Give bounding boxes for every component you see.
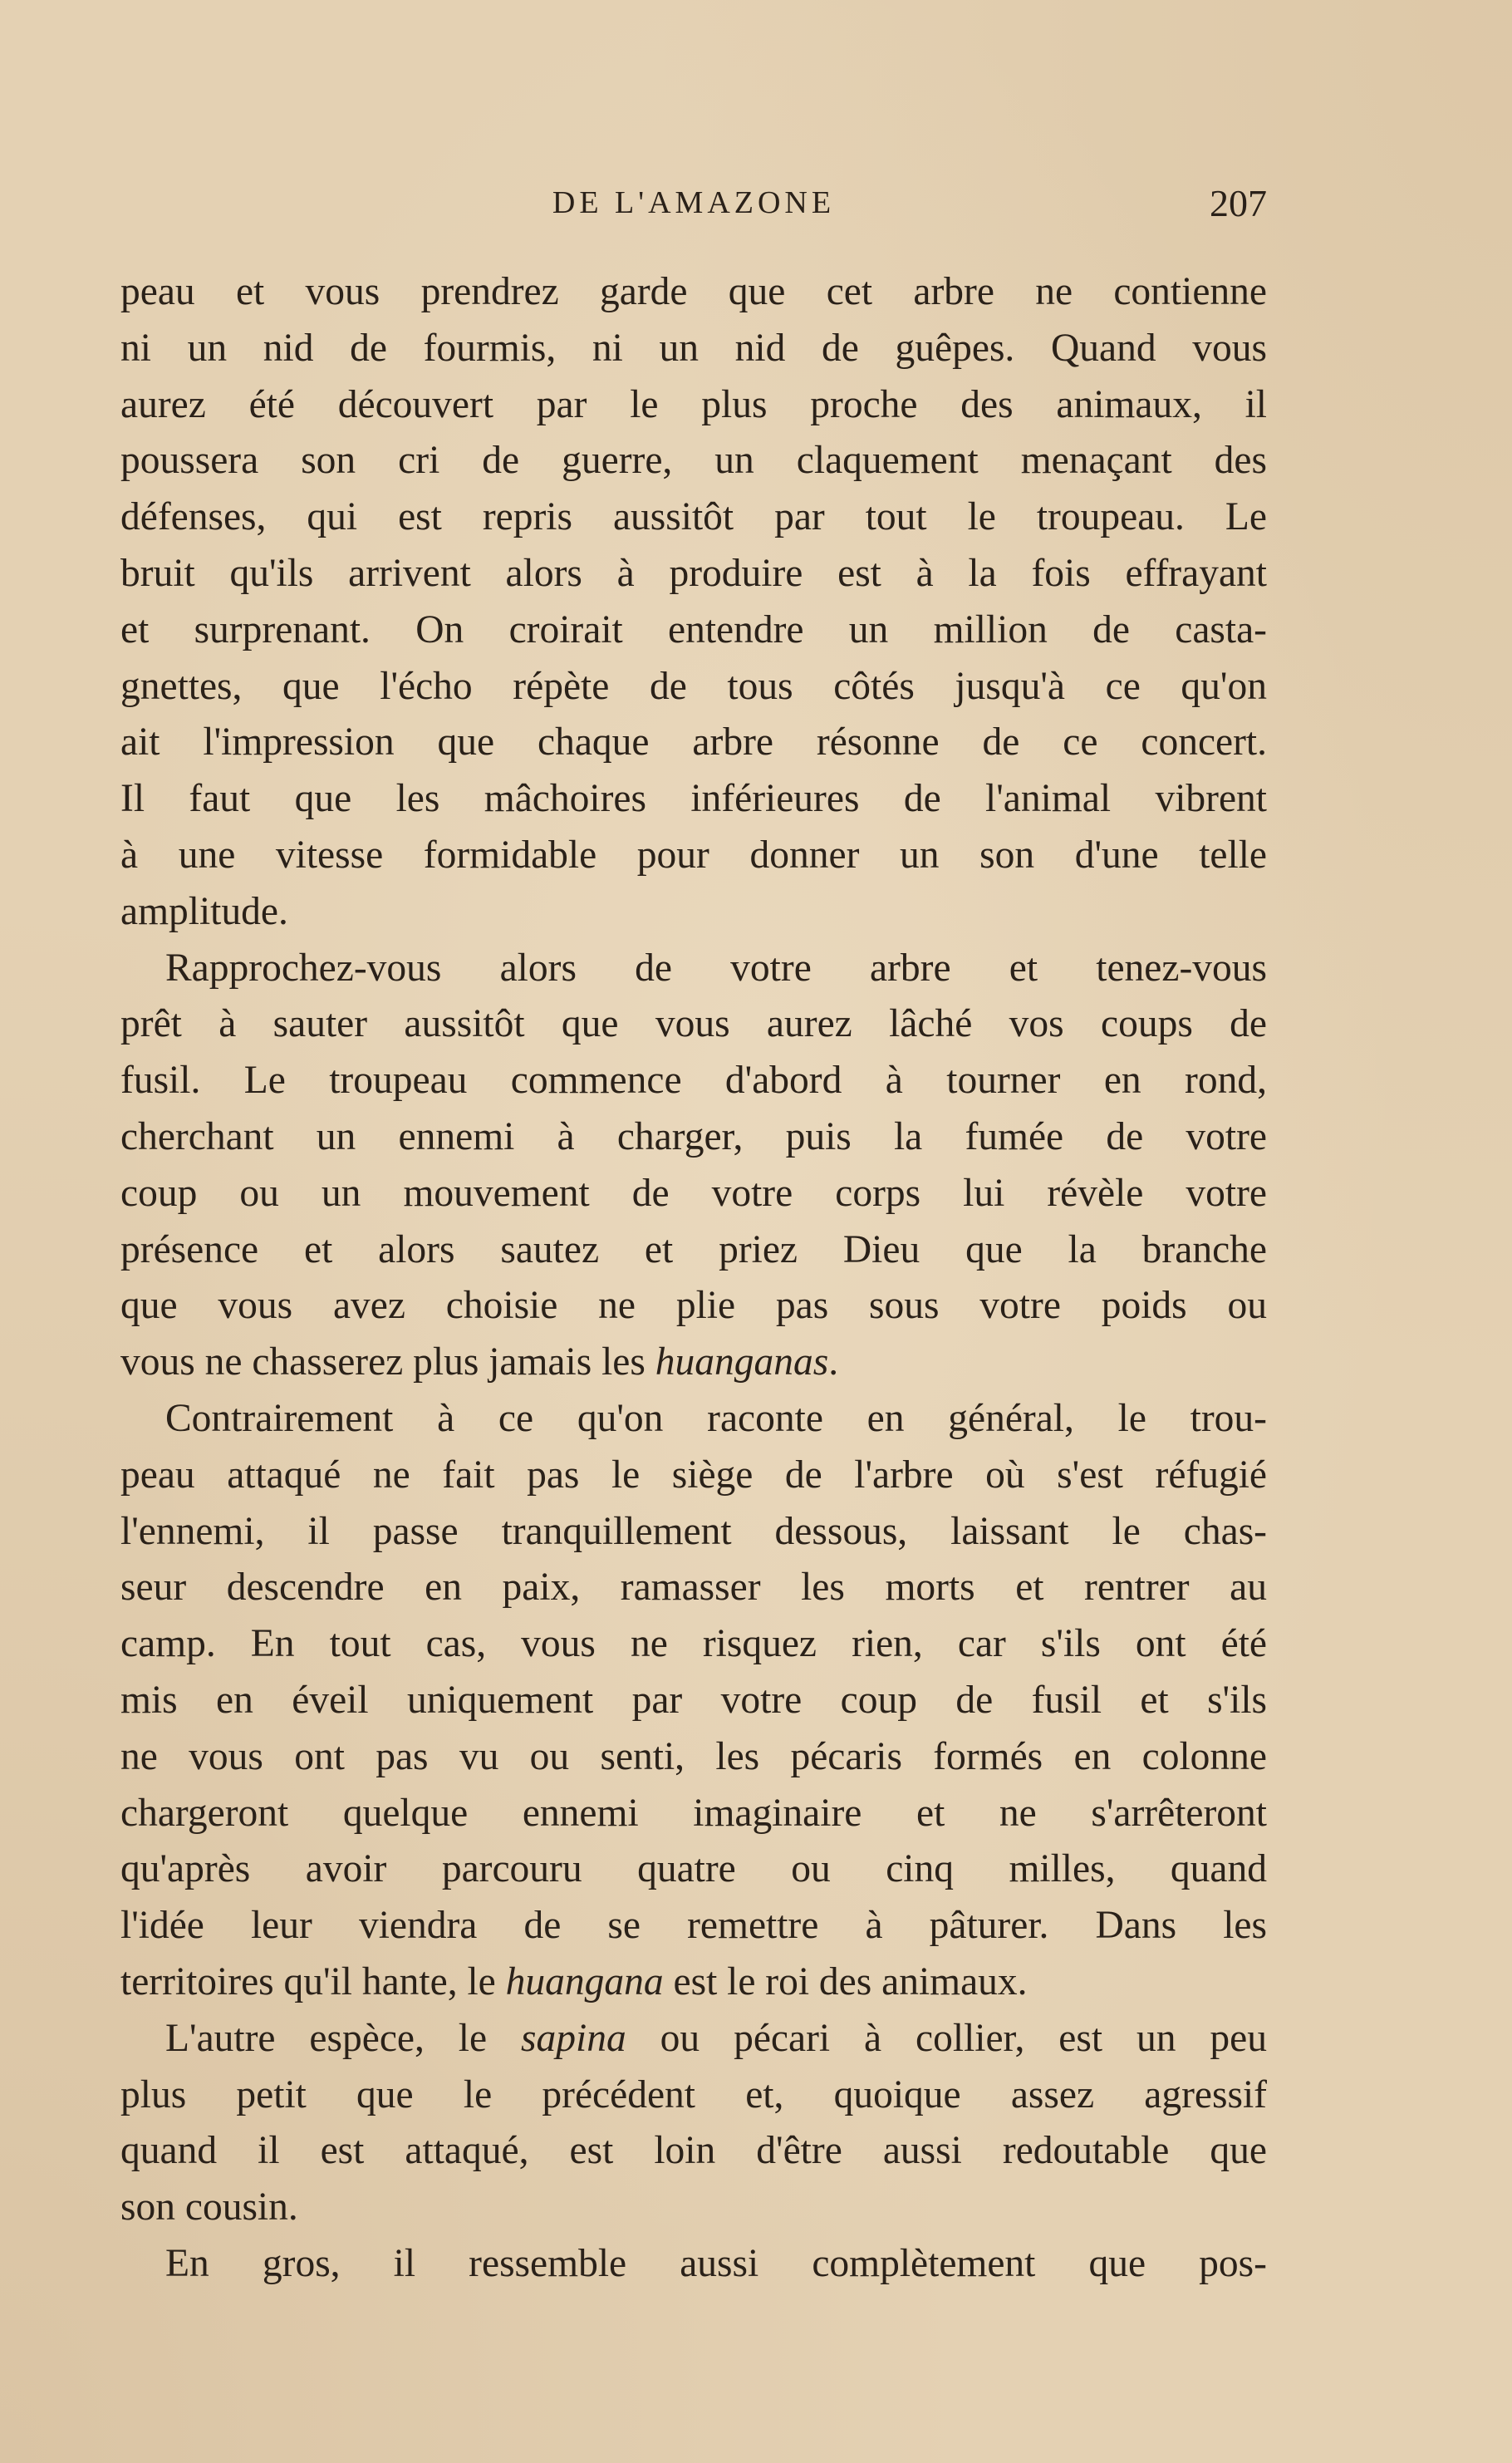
text-line: et surprenant. On croirait entendre un million de casta-	[120, 607, 1267, 651]
text-line: En gros, il ressemble aussi complètement que pos-	[165, 2241, 1267, 2285]
text-line: qu'après avoir parcouru quatre ou cinq milles, quand	[120, 1847, 1267, 1891]
text-line: prêt à sauter aussitôt que vous aurez lâché vos coups de	[120, 1002, 1267, 1046]
paragraph-2	[120, 941, 1267, 1391]
text-line: bruit qu'ils arrivent alors à produire est à la fois effrayant	[120, 551, 1267, 595]
paragraph-4	[120, 2011, 1267, 2236]
text-line: cherchant un ennemi à charger, puis la fumée de votre	[120, 1114, 1267, 1158]
text-line: aurez été découvert par le plus proche des animaux, il	[120, 382, 1267, 426]
text-line: amplitude.	[120, 889, 288, 933]
text-line: ait l'impression que chaque arbre résonne de ce concert.	[120, 720, 1267, 764]
page-header	[120, 181, 1267, 228]
text-line: fusil. Le troupeau commence d'abord à tourner en rond,	[120, 1059, 1267, 1103]
text-line: l'ennemi, il passe tranquillement dessous, laissant le chas-	[120, 1509, 1267, 1553]
text-line: Rapprochez-vous alors de votre arbre et tenez-vous	[165, 946, 1267, 990]
paragraph-1	[120, 264, 1267, 941]
paragraph-3	[120, 1391, 1267, 2011]
text-line: que vous avez choisie ne plie pas sous votre poids ou	[120, 1284, 1267, 1328]
text-line	[120, 1954, 1267, 2011]
text-segment: territoires qu'il hante, le	[120, 1959, 506, 2003]
text-line	[120, 2011, 1267, 2067]
text-line: ne vous ont pas vu ou senti, les pécaris formés en colonne	[120, 1734, 1267, 1778]
italic-term: sapina	[521, 2016, 626, 2060]
text-line: Il faut que les mâchoires inférieures de l'animal vibrent	[120, 777, 1267, 821]
text-line: défenses, qui est repris aussitôt par tout le troupeau. Le	[120, 495, 1267, 539]
text-segment: ou pécari à collier, est un peu	[626, 2016, 1267, 2060]
text-line: son cousin.	[120, 2185, 298, 2229]
text-line: peau et vous prendrez garde que cet arbre ne contienne	[120, 270, 1267, 313]
text-line: quand il est attaqué, est loin d'être aussi redoutable que	[120, 2129, 1267, 2173]
italic-term: huanganas	[655, 1340, 829, 1384]
text-line: poussera son cri de guerre, un claquement menaçant des	[120, 439, 1267, 483]
text-line: camp. En tout cas, vous ne risquez rien, car s'ils ont été	[120, 1622, 1267, 1666]
body-text	[120, 264, 1267, 2293]
text-line: à une vitesse formidable pour donner un son d'une telle	[120, 833, 1267, 877]
text-line: l'idée leur viendra de se remettre à pâturer. Dans les	[120, 1904, 1267, 1948]
text-line: gnettes, que l'écho répète de tous côtés jusqu'à ce qu'on	[120, 664, 1267, 708]
text-line: seur descendre en paix, ramasser les morts et rentrer au	[120, 1566, 1267, 1610]
text-segment: L'autre espèce, le	[165, 2016, 522, 2060]
text-line: plus petit que le précédent et, quoique assez agressif	[120, 2072, 1267, 2116]
text-line: présence et alors sautez et priez Dieu que la branche	[120, 1227, 1267, 1271]
text-line: coup ou un mouvement de votre corps lui révèle votre	[120, 1171, 1267, 1215]
text-line	[120, 1335, 1267, 1391]
paragraph-5	[120, 2236, 1267, 2293]
text-segment: vous ne chasserez plus jamais les	[120, 1340, 655, 1384]
running-title: DE L'AMAZONE	[552, 185, 836, 220]
page-number: 207	[1210, 182, 1267, 224]
text-line: peau attaqué ne fait pas le siège de l'arbre où s'est réfugié	[120, 1453, 1267, 1497]
text-line: chargeront quelque ennemi imaginaire et ne s'arrêteront	[120, 1791, 1267, 1835]
italic-term: huangana	[505, 1959, 664, 2003]
text-segment: .	[828, 1340, 839, 1384]
text-line: ni un nid de fourmis, ni un nid de guêpes. Quand vous	[120, 326, 1267, 370]
text-line: mis en éveil uniquement par votre coup de fusil et s'ils	[120, 1678, 1267, 1722]
text-segment: est le roi des animaux.	[663, 1959, 1028, 2003]
text-line: Contrairement à ce qu'on raconte en général, le trou-	[165, 1396, 1267, 1440]
